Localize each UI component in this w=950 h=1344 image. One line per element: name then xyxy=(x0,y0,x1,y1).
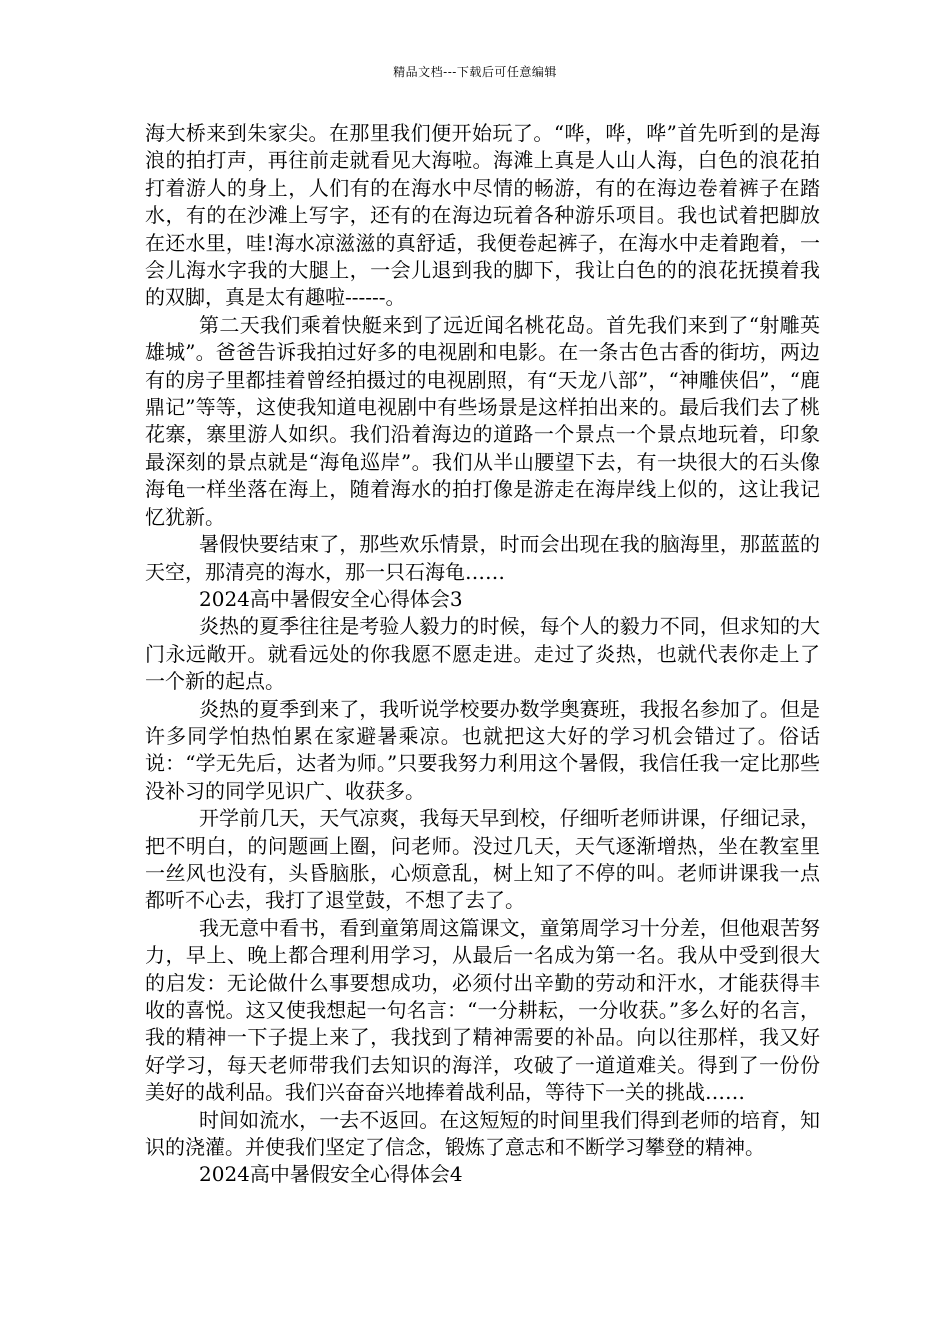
paragraph: 暑假快要结束了，那些欢乐情景，时而会出现在我的脑海里，那蓝蓝的天空，那清亮的海水，那一只石海龟…… xyxy=(145,532,820,584)
paragraph: 时间如流水，一去不返回。在这短短的时间里我们得到老师的培育，知识的浇灌。并使我们坚定了信念，锻炼了意志和不断学习攀登的精神。 xyxy=(145,1107,820,1160)
paragraph: 第二天我们乘着快艇来到了远近闻名桃花岛。首先我们来到了“射雕英雄城”。爸爸告诉我拍过好多的电视剧和电影。在一条古色古香的街坊，两边有的房子里都挂着曾经拍摄过的电视剧照，有“天龙八部”，“神雕侠侣”，“鹿鼎记”等等，这使我知道电视剧中有些场景是这样拍出来的。最后我们去了桃花寨，寨里游人如织。我们沿着海边的道路一个景点一个景点地玩着，印象最深刻的景点就是“海龟巡岸”。我们从半山腰望下去，有一块很大的石头像海龟一样坐落在海上，随着海水的拍打像是游走在海岸线上似的，这让我记忆犹新。 xyxy=(145,312,820,529)
paragraph: 海大桥来到朱家尖。在那里我们便开始玩了。“哗，哗，哗”首先听到的是海浪的拍打声，再往前走就看见大海啦。海滩上真是人山人海，白色的浪花拍打着游人的身上，人们有的在海水中尽情的畅游，有的在海边卷着裤子在踏水，有的在沙滩上写字，还有的在海边玩着各种游乐项目。我也试着把脚放在还水里，哇!海水凉滋滋的真舒适，我便卷起裤子，在海水中走着跑着，一会儿海水字我的大腿上，一会儿退到我的脚下，我让白色的的浪花抚摸着我的双脚，真是太有趣啦------。 xyxy=(145,121,820,310)
page-header: 精品文档---下载后可任意编辑 xyxy=(393,65,557,79)
section-heading: 2024高中暑假安全心得体会3 xyxy=(199,586,463,611)
section-heading: 2024高中暑假安全心得体会4 xyxy=(199,1162,463,1187)
paragraph: 炎热的夏季到来了，我听说学校要办数学奥赛班，我报名参加了。但是许多同学怕热怕累在家避暑乘凉。也就把这大好的学习机会错过了。俗话说：“学无先后，达者为师。”只要我努力利用这个暑假，我信任我一定比那些没补习的同学见识广、收获多。 xyxy=(145,696,820,803)
paragraph: 我无意中看书，看到童第周这篇课文，童第周学习十分差，但他艰苦努力，早上、晚上都合理利用学习，从最后一名成为第一名。我从中受到很大的启发：无论做什么事要想成功，必须付出辛勤的劳动和汗水，才能获得丰收的喜悦。这又使我想起一句名言：“一分耕耘，一分收获。”多么好的名言，我的精神一下子提上来了，我找到了精神需要的补品。向以往那样，我又好好学习，每天老师带我们去知识的海洋，攻破了一道道难关。得到了一份份美好的战利品。我们兴奋奋兴地捧着战利品，等待下一关的挑战…… xyxy=(145,915,820,1105)
document-body xyxy=(145,120,820,1189)
paragraph: 开学前几天，天气凉爽，我每天早到校，仔细听老师讲课，仔细记录，把不明白，的问题画上圈，问老师。没过几天，天气逐渐增热，坐在教室里一丝风也没有，头昏脑胀，心烦意乱，树上知了不停的叫。老师讲课我一点都听不心去，我打了退堂鼓，不想了去了。 xyxy=(145,806,820,913)
paragraph: 炎热的夏季往往是考验人毅力的时候，每个人的毅力不同，但求知的大门永远敞开。就看远处的你我愿不愿走进。走过了炎热，也就代表你走上了一个新的起点。 xyxy=(145,614,820,694)
